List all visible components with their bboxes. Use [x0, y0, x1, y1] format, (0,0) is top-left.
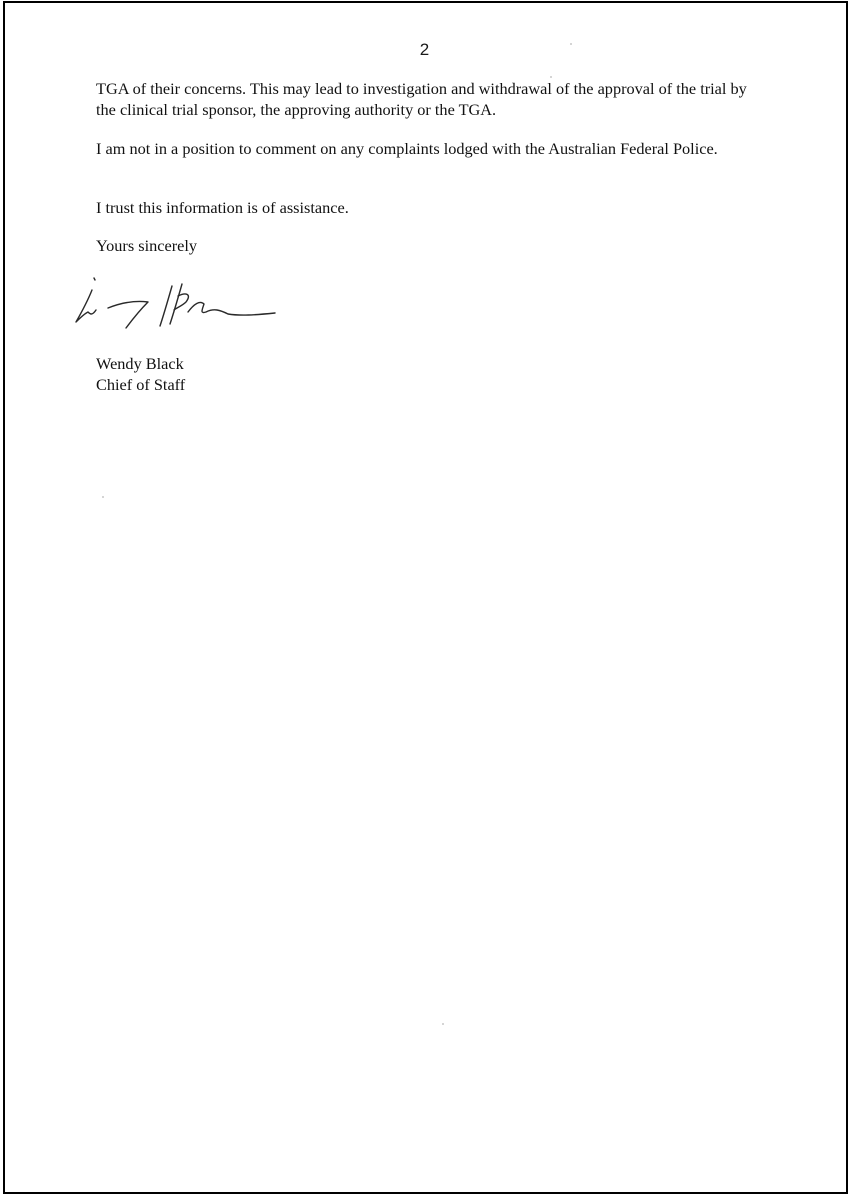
handwritten-signature: [70, 270, 290, 340]
scan-speck: [570, 43, 572, 45]
body-paragraph-1: TGA of their concerns. This may lead to investigation and withdrawal of the approval of the trial by the clinical trial sponsor, the approving authority or the TGA.: [96, 79, 747, 119]
letter-closing: Yours sincerely: [96, 236, 198, 255]
body-paragraph-3: I trust this information is of assistance.: [96, 198, 349, 217]
page-number: 2: [419, 40, 430, 59]
scan-speck: [102, 496, 104, 498]
scan-speck: [442, 1023, 444, 1025]
document-page: [3, 1, 848, 1194]
body-paragraph-2: I am not in a position to comment on any complaints lodged with the Australian Federal Police.: [96, 139, 718, 158]
signatory-name: Wendy Black: [96, 354, 184, 373]
signatory-title: Chief of Staff: [96, 375, 186, 394]
